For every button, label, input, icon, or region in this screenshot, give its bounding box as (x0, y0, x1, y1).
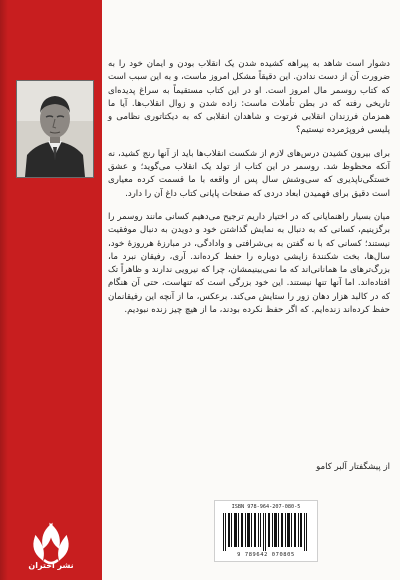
paragraph-1: دشوار است شاهد به پیراهه کشیده شدن یک انقلاب بودن و ایمان خود را به ضرورت آن از دست ندادن. این دقیقاً مشکل امروز ماست، و به این سبب است که کتاب روسمر مال امروز است. او در این کتاب مستقیماً به سراغ پدیده‌ای تاریخی رفته که در بطن تأملات ماست: زاده شدن و زوال انقلاب‌ها. آیا ما همزمان فرزندان انقلابی فرتوت و شاهدان انقلابی که به دیکتاتوری نظامی و پلیسی فروپژمرده نیستیم؟ (108, 59, 390, 136)
barcode-digits: 9 789642 070805 (237, 552, 295, 558)
back-cover-text (108, 58, 390, 327)
quote-attribution: از پیشگفتار آلبر کامو (316, 462, 390, 472)
publisher-name: نشر اختران (28, 561, 74, 570)
barcode-icon (221, 513, 311, 551)
isbn-label: ISBN 978-964-207-080-5 (231, 504, 301, 510)
author-portrait (16, 80, 94, 178)
paragraph-2: برای بیرون کشیدن درس‌های لازم از شکست انقلاب‌ها باید از آنها رنج کشید، نه آنکه محظوظ شد. روسمر در این کتاب از تولد یک انقلاب می‌گوید؛ و عشق خستگی‌ناپذیری که سی‌وشش سال پس از واقعه با ما قسمت کرده معیاری است دقیق برای فهمیدن ابعاد دردی که صفحات پایانی کتاب داغ آن را دارد. (108, 148, 390, 199)
author-portrait-image (17, 81, 93, 177)
isbn-barcode-box (214, 500, 318, 562)
spine-shadow (0, 0, 8, 580)
paragraph-3: میان بسیار راهنمایانی که در اختیار داریم ترجیح می‌دهیم کسانی مانند روسمر را برگزینیم، کسانی که به دنبال به نمایش گذاشتن خود و دویدن به دنبال موفقیت نیستند؛ کسانی که با نه گفتن به بی‌شرافتی و وادادگی، در مبارزهٔ هرروزهٔ خود، سال‌ها، بخت شکنندهٔ زایشی دوباره را حفظ کرده‌اند. آری، رفیقان نبرد ما، بزرگ‌ترهای ما همانانی‌اند که ما نمی‌بینیمشان، چرا که نیرویی ندارند و ظاهراً تک افتاده‌اند. اما آنها تنها نیستند. این خود بزرگی است که تنهاست، حتی آن هنگام که در کالبد هزار دهان زور را ستایش می‌کند. برعکس، ما از آنچه این رفیقانمان حفظ کرده‌اند زنده‌ایم. که اگر حفظ نکرده بودند، ما از هیچ چیز زنده نبودیم. (108, 211, 390, 316)
